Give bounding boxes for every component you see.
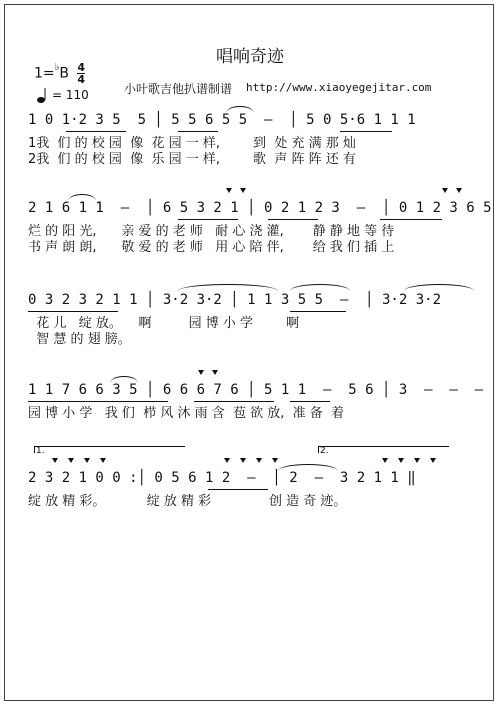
accent-triangle-icon [84,458,90,463]
source-url: http://www.xiaoyegejitar.com [246,81,432,94]
accent-triangle-icon [382,458,388,463]
notation-line: 2 3 2 1 0 0 :│ 0 5 6 1 2 — │ 2 — 3 2 1 1 ‖ [28,470,416,486]
lyric-verse-1: 绽 放 精 彩。 绽 放 精 彩 创 造 奇 迹。 [28,494,347,509]
slur [226,106,254,113]
time-top: 4 [77,61,86,74]
staff-row-1 [28,112,468,167]
lyric-verse-1: 1我 们 的 校 园 像 花 园 一 样, 到 处 充 满 那 灿 [28,136,356,151]
key-flat: ♭ [54,61,60,73]
key-signature [34,62,85,85]
accent-triangle-icon [226,188,232,193]
key-prefix: 1= [34,65,55,82]
accent-triangle-icon [272,458,278,463]
staff-row-3 [28,292,468,347]
slur [290,284,350,291]
lyric-verse-2: 2我 们 的 校 园 像 乐 园 一 样, 歌 声 阵 阵 还 有 [28,152,356,167]
staff-row-4 [28,382,484,426]
accent-triangle-icon [68,458,74,463]
accent-triangle-icon [256,458,262,463]
volta-bracket-1 [34,446,185,453]
accent-triangle-icon [52,458,58,463]
notation-line: 0 3 2 3 2 1 1 │ 3·2 3·2 │ 1 1 3 5 5 — │ 3·2 3·2 [28,292,442,308]
accent-triangle-icon [240,458,246,463]
key-note: B [59,65,69,82]
slur [404,284,474,291]
staff-row-5 [28,446,468,514]
staff-row-2 [28,200,492,255]
notation-line: 1 0 1·2 3 5 5 │ 5 5 6 5 5 — │ 5 0 5·6 1 1 1 [28,112,416,128]
song-title: 唱响奇迹 [216,47,284,67]
accent-triangle-icon [430,458,436,463]
volta-label-1: 1. [36,446,45,456]
accent-triangle-icon [224,458,230,463]
accent-triangle-icon [212,370,218,375]
tempo-marking: = 110 [52,88,89,102]
slur [278,464,338,471]
volta-bracket-2 [318,446,449,453]
lyric-verse-2: 书 声 朗 朗, 敬 爱 的 老 师 用 心 陪 伴, 给 我 们 插 上 [28,240,395,255]
accent-triangle-icon [442,188,448,193]
lyric-verse-1: 烂 的 阳 光, 亲 爱 的 老 师 耐 心 浇 灌, 静 静 地 等 待 [28,224,395,239]
slur [68,194,96,201]
accent-triangle-icon [456,188,462,193]
notation-line: 2 1 6 1 1 — │ 6 5 3 2 1 │ 0 2 1 2 3 — │ 0 1 2 3 6 5 [28,200,492,216]
lyric-verse-1: 花 儿 绽 放。 啊 园 博 小 学 啊 [28,316,300,331]
accent-triangle-icon [414,458,420,463]
quarter-note-icon [36,86,50,104]
time-signature [77,62,85,85]
slur [178,284,278,291]
volta-label-2: 2. [320,446,329,456]
accent-triangle-icon [398,458,404,463]
accent-triangle-icon [198,370,204,375]
notation-line: 1 1 7 6 6 3 5 │ 6 6 6 7 6 │ 5 1 1 — 5 6 │ 3 — — — [28,382,484,398]
lyric-verse-2: 智 慧 的 翅 膀。 [28,332,131,347]
slur [110,376,138,383]
time-bottom: 4 [77,73,86,86]
arranger-credit: 小叶歌吉他扒谱制谱 [124,82,233,96]
lyric-verse-1: 园 博 小 学 我 们 栉 风 沐 雨 含 苞 欲 放, 准 备 着 [28,406,345,421]
accent-triangle-icon [100,458,106,463]
accent-triangle-icon [240,188,246,193]
